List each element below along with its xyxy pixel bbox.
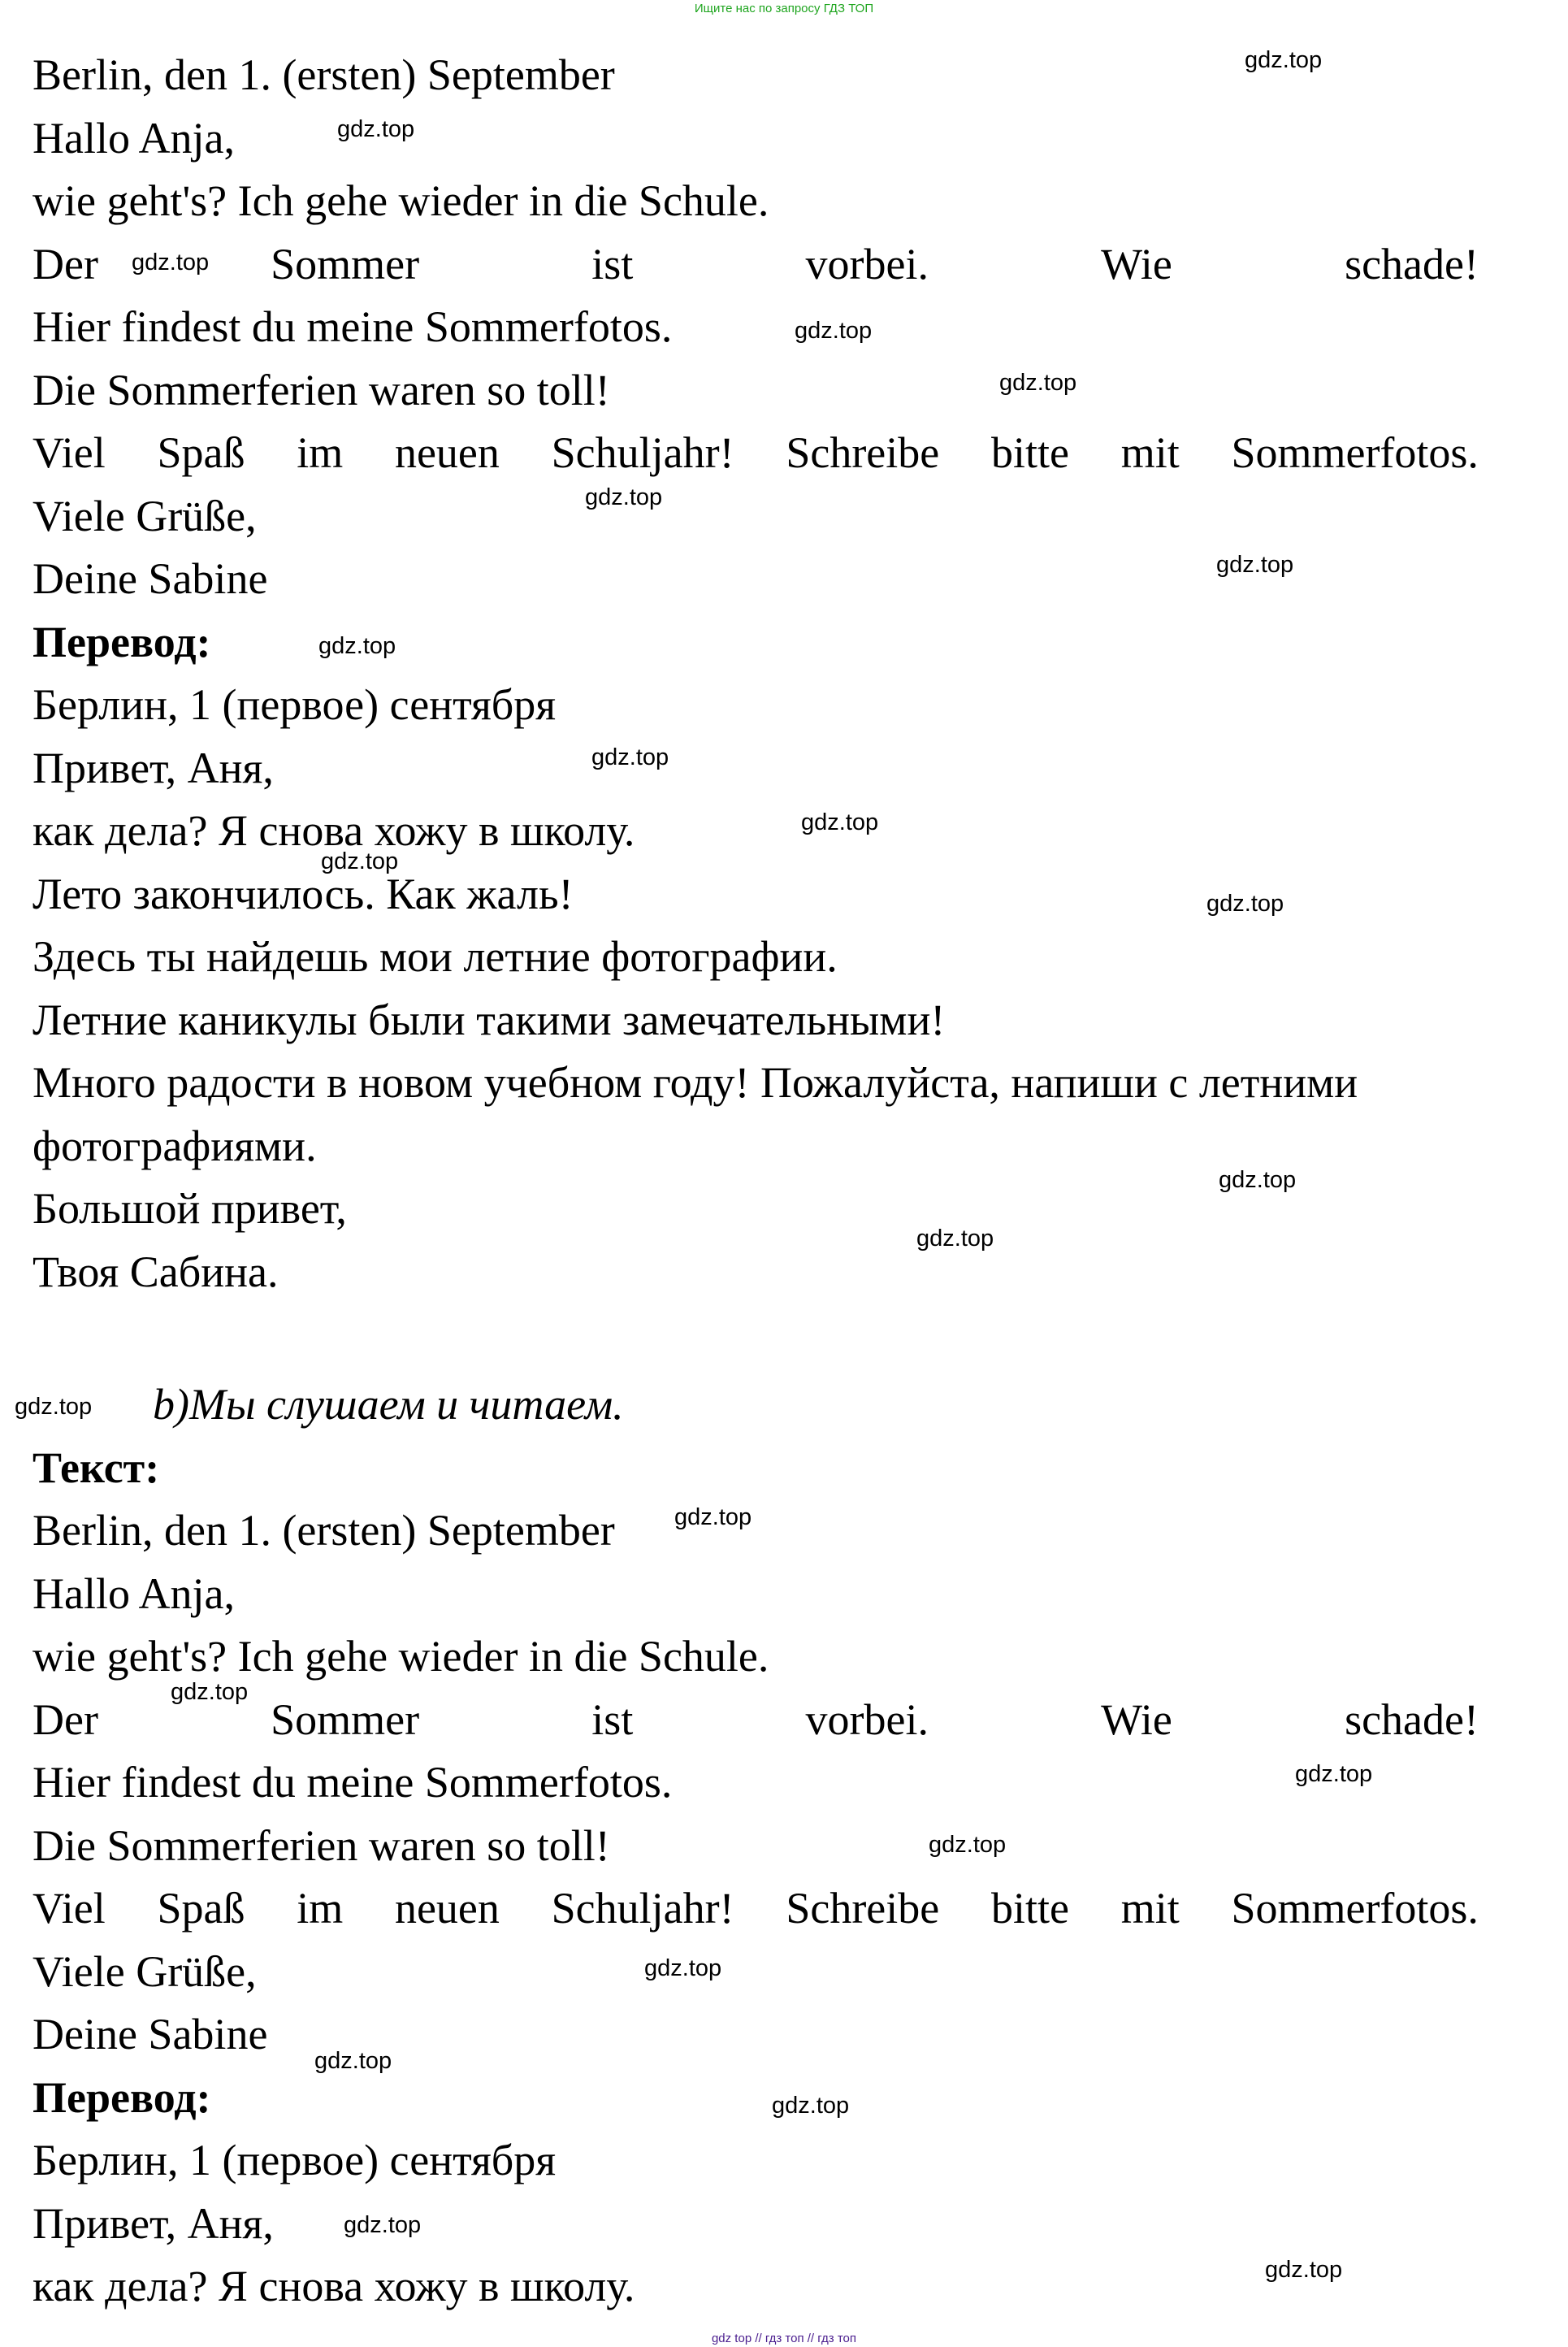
watermark: gdz.top: [1216, 552, 1294, 578]
word: Sommer: [271, 1694, 420, 1744]
word: ist: [591, 1694, 634, 1744]
translation-line: Берлин, 1 (первое) сентября: [32, 680, 557, 729]
translation-line: как дела? Я снова хожу в школу.: [32, 806, 635, 855]
watermark: gdz.top: [644, 1955, 722, 1981]
translation-heading: Перевод:: [32, 2072, 211, 2122]
translation-line: Твоя Сабина.: [32, 1247, 279, 1296]
watermark: gdz.top: [674, 1504, 752, 1530]
watermark: gdz.top: [591, 744, 669, 770]
watermark: gdz.top: [585, 484, 663, 510]
word: vorbei.: [805, 1694, 929, 1744]
word: bitte: [990, 428, 1069, 477]
watermark: gdz.top: [314, 2048, 392, 2074]
watermark: gdz.top: [132, 249, 210, 275]
word: im: [297, 428, 344, 477]
section-gap: [32, 1304, 1479, 1373]
word: Spaß: [157, 428, 245, 477]
word: Sommer: [271, 239, 420, 288]
letter-line: Berlin, den 1. (ersten) September: [32, 50, 615, 99]
section-subtitle: b)Мы слушаем и читаем.: [153, 1380, 624, 1429]
letter-line-justified: [32, 1689, 1479, 1752]
letter-line: Berlin, den 1. (ersten) September: [32, 1506, 615, 1555]
word: Schreibe: [786, 428, 940, 477]
watermark: gdz.top: [801, 809, 879, 835]
letter-line: wie geht's? Ich gehe wieder in die Schule.: [32, 1632, 769, 1681]
letter-line: Hallo Anja,: [32, 1568, 235, 1618]
watermark: gdz.top: [344, 2212, 422, 2238]
word: Der: [32, 239, 98, 288]
letter-line: Die Sommerferien waren so toll!: [32, 1820, 610, 1870]
watermark: gdz.top: [772, 2093, 850, 2119]
letter-line: Viele Grüße,: [32, 1946, 257, 1996]
word: Wie: [1101, 1694, 1172, 1744]
translation-line: Большой привет,: [32, 1184, 347, 1233]
translation-line: Привет, Аня,: [32, 2198, 274, 2248]
translation-line: как дела? Я снова хожу в школу.: [32, 2262, 635, 2310]
watermark: gdz.top: [1206, 891, 1284, 917]
watermark: gdz.top: [337, 116, 415, 142]
translation-line: Лето закончилось. Как жаль!: [32, 869, 574, 918]
letter-line-justified: [32, 233, 1479, 297]
watermark: gdz.top: [318, 633, 396, 659]
letter-line: Viele Grüße,: [32, 491, 257, 540]
translation-line: Здесь ты найдешь мои летние фотографии.: [32, 932, 838, 981]
letter-line: Hier findest du meine Sommerfotos.: [32, 1758, 673, 1807]
word: Der: [32, 1694, 98, 1744]
word: ist: [591, 239, 634, 288]
word: Schuljahr!: [551, 428, 734, 477]
word: Schuljahr!: [551, 1884, 734, 1933]
letter-line: Hallo Anja,: [32, 113, 235, 163]
watermark: gdz.top: [1219, 1167, 1297, 1193]
letter-line: Deine Sabine: [32, 554, 268, 603]
watermark: gdz.top: [1295, 1761, 1373, 1787]
word: neuen: [394, 1884, 500, 1933]
translation-line: Берлин, 1 (первое) сентября: [32, 2136, 557, 2184]
translation-line: Привет, Аня,: [32, 743, 274, 792]
letter-line: Hier findest du meine Sommerfotos.: [32, 302, 673, 351]
watermark: gdz.top: [1265, 2257, 1343, 2283]
word: Sommerfotos.: [1231, 1884, 1479, 1933]
translation-line: Много радости в новом учебном году! Пожалуйста, напиши с летними: [32, 1058, 1358, 1107]
word: Spaß: [157, 1884, 245, 1933]
watermark: gdz.top: [321, 848, 399, 874]
letter-line: Deine Sabine: [32, 2010, 268, 2059]
word: im: [297, 1884, 344, 1933]
word: schade!: [1345, 1694, 1479, 1744]
translation-line: Летние каникулы были такими замечательными!: [32, 995, 946, 1044]
word: Viel: [32, 428, 106, 477]
watermark: gdz.top: [999, 370, 1077, 396]
letter-line-justified: [32, 1877, 1479, 1941]
word: bitte: [990, 1884, 1069, 1933]
word: Wie: [1101, 239, 1172, 288]
text-heading: Текст:: [32, 1442, 160, 1492]
word: mit: [1120, 428, 1180, 477]
translation-heading: Перевод:: [32, 617, 211, 666]
word: Sommerfotos.: [1231, 428, 1479, 477]
watermark: gdz.top: [795, 318, 873, 344]
word: neuen: [394, 428, 500, 477]
watermark: gdz.top: [171, 1679, 249, 1705]
letter-line-justified: [32, 422, 1479, 485]
word: vorbei.: [805, 239, 929, 288]
translation-line: фотографиями.: [32, 1121, 317, 1170]
word: Schreibe: [786, 1884, 940, 1933]
watermark: gdz.top: [929, 1832, 1007, 1858]
word: Viel: [32, 1884, 106, 1933]
letter-line: Die Sommerferien waren so toll!: [32, 365, 610, 414]
letter-line: wie geht's? Ich gehe wieder in die Schule.: [32, 176, 769, 225]
word: mit: [1120, 1884, 1180, 1933]
word: schade!: [1345, 239, 1479, 288]
top-banner: Ищите нас по запросу ГДЗ ТОП: [694, 2, 874, 15]
watermark: gdz.top: [916, 1226, 994, 1252]
footer: gdz top // гдз топ // гдз топ: [711, 2332, 857, 2345]
watermark: gdz.top: [1245, 47, 1323, 73]
watermark: gdz.top: [15, 1394, 93, 1420]
